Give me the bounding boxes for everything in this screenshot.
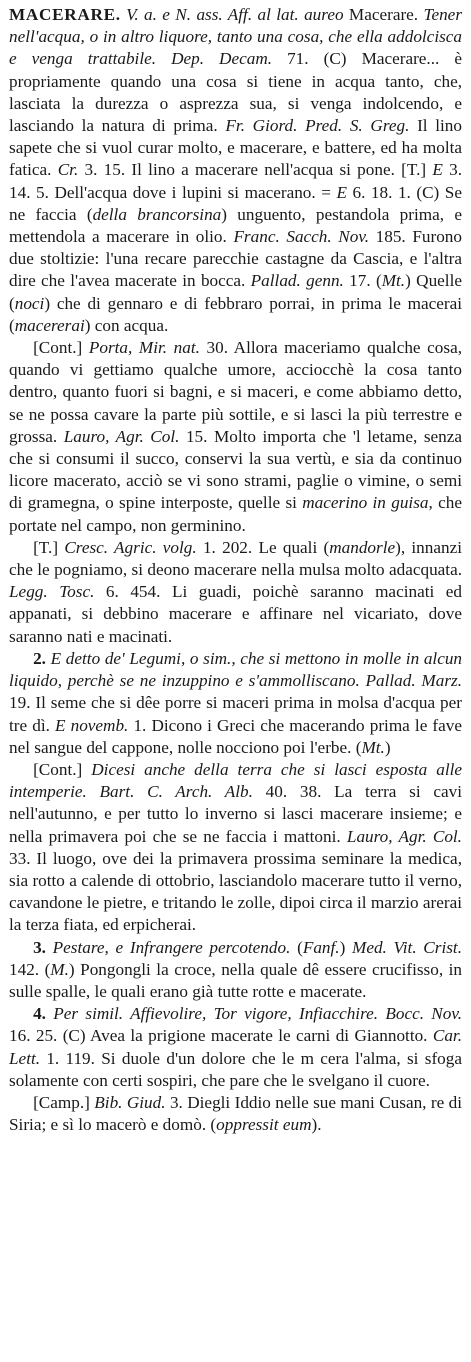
text-run: Macerare.	[348, 5, 424, 24]
italic-run: Lauro, Agr. Col.	[63, 426, 186, 446]
text-run: 1. Dicono i Greci che macerando prima le fave nel sangue del cappone, nolle nocciono poi l'erbe. (	[9, 715, 462, 757]
text-run: (	[297, 937, 303, 957]
italic-run: Lauro, Agr. Col.	[346, 826, 462, 846]
italic-run: Bib. Giud.	[94, 1092, 170, 1112]
text-run: , che portate nel campo, non germinino.	[9, 493, 462, 535]
italic-run: macererai	[14, 315, 85, 335]
text-run: 71. (C) Macerare... è propriamente quando una cosa si tiene in acqua tanto, che, lasciata la durezza o asprezza sua, si venga indolcendo, e lasciando la natura di prima.	[9, 49, 463, 136]
italic-run: Mt.	[381, 271, 406, 291]
paragraph-sense-4	[9, 1003, 462, 1092]
text-run: ) Quelle (	[9, 271, 462, 313]
text-run: [Cont.]	[33, 759, 92, 779]
paragraph-sense-3	[9, 937, 462, 1004]
italic-run: E novemb.	[55, 715, 134, 735]
italic-run: Mt.	[361, 737, 385, 757]
italic-run: oppressit eum	[216, 1115, 312, 1135]
italic-run: noci	[14, 293, 45, 313]
text-run: 16. 25. (C) Avea la prigione macerate le carni di Giannotto.	[9, 1026, 433, 1046]
text-run: [Camp.]	[33, 1092, 95, 1112]
sense-number: 2.	[33, 648, 51, 668]
paragraph-cont-porta	[9, 337, 462, 537]
text-run: 17. (	[349, 271, 382, 291]
paragraph-cont-terra	[9, 759, 462, 937]
text-run: ) Pongongli la croce, nella quale dê essere crucifisso, in sulle spalle, le quali erano già tutte rotte e macerate.	[9, 959, 462, 1001]
italic-run: V. a. e N. ass. Aff. al lat. aureo	[120, 5, 349, 24]
sense-number: 4.	[33, 1004, 54, 1024]
text-run: ) con acqua.	[84, 315, 169, 335]
text-run: ) unguento, pestandola prima, e mettendola a macerare in olio.	[9, 204, 462, 247]
italic-run: Legg. Tosc.	[9, 582, 106, 602]
text-run: 6. 18. 1. (C) Se ne faccia (	[9, 182, 462, 224]
italic-run: E	[432, 160, 450, 180]
italic-run: Cresc. Agric. volg.	[64, 537, 203, 557]
text-run: 142. (	[9, 959, 51, 979]
text-run: 33. Il luogo, ove dei la primavera prossima seminare la medica, sia rotto a calende di ottobrio, lasciandolo macerare tutto il verno, cavandone le pietre, e tritando le zolle, dipoi circa il marzio arerai la terza fiata, ed erpicherai.	[9, 848, 462, 935]
text-run: 6. 454. Li guadi, poichè saranno macinati ed appanati, si debbino macerare e affinare nel vicariato, dove saranno nati e macinati.	[9, 582, 462, 646]
italic-run: Cr.	[57, 160, 85, 180]
italic-run: Med. Vit. Crist.	[352, 937, 462, 957]
paragraph-cresc-agric	[9, 537, 462, 648]
text-run: ) che di gennaro e di febbraro porrai, in prima le macerai (	[9, 293, 462, 335]
italic-run: Per simil. Affievolire, Tor vigore, Infiacchire. Bocc. Nov.	[53, 1004, 462, 1024]
text-run: 1. 202. Le quali (	[202, 537, 330, 557]
italic-run: Fr. Giord. Pred. S. Greg.	[225, 116, 418, 136]
paragraph-camp-bib	[9, 1092, 462, 1136]
italic-run: mandorle	[329, 537, 396, 557]
text-run: ), innanzi che le pogniamo, si deono macerare nella mulsa molto adacquata.	[9, 537, 462, 580]
italic-run: macerino in guisa	[302, 493, 429, 513]
text-run: 1. 119. Si duole d'un dolore che le m cera l'alma, si sfoga solamente con certi sospiri, che pare che le svelgano il cuore.	[9, 1048, 462, 1090]
dictionary-entry-macerare	[9, 4, 462, 1136]
italic-run: Pallad. genn.	[250, 271, 350, 291]
italic-run: Pestare, e Infrangere percotendo.	[52, 937, 298, 957]
text-run: Il lino sapete che si vuol curar molto, e macerare, e battere, ed ha molta fatica.	[9, 116, 462, 180]
italic-run: Tener nell'acqua, o in altro liquore, tanto una cosa, che ella addolcisca e venga trattabile. Dep. Decam.	[9, 5, 463, 69]
text-run: [Cont.]	[33, 338, 89, 358]
sense-number: 3.	[33, 937, 53, 957]
italic-run: Porta, Mir. nat.	[88, 338, 207, 358]
italic-run: M.	[50, 959, 69, 979]
text-run: 19. Il seme che si dêe porre si maceri prima in molsa d'acqua per tre dì.	[9, 693, 462, 735]
italic-run: della brancorsina	[92, 204, 222, 224]
text-run: ).	[311, 1115, 322, 1135]
text-run: 3. 14. 5. Dell'acqua dove i lupini si macerano. =	[9, 160, 463, 202]
text-run: [T.]	[33, 537, 65, 557]
italic-run: Fanf.	[302, 937, 340, 957]
italic-run: E	[336, 182, 353, 202]
italic-run: Franc. Sacch. Nov.	[233, 227, 376, 247]
text-run: )	[339, 937, 353, 957]
text-run: 185. Furono due stoltizie: l'una recare parecchie castagne da Cascia, e l'altra dire che l'avea macerate in bocca.	[9, 227, 462, 291]
italic-run: Dicesi anche della terra che si lasci esposta alle intemperie. Bart. C. Arch. Alb.	[9, 759, 462, 802]
paragraph-sense-2	[9, 648, 462, 759]
text-run: 30. Allora maceriamo qualche cosa, quando vi gettiamo qualche umore, acciocchè la cosa tanto dentro, quanto fuori si bagni, e si maceri, e come abbiamo detto, se ne possa cavare la parte più sottile, e si lasci la più terrestre e grossa.	[9, 338, 462, 446]
italic-run: Car. Lett.	[9, 1026, 462, 1068]
text-run: 3. Diegli Iddio nelle sue mani Cusan, re di Siria; e sì lo macerò e domò. (	[9, 1092, 462, 1135]
headword: MACERARE.	[9, 5, 121, 24]
text-run: 40. 38. La terra si cavi nell'autunno, e per tutto lo inverno si lasci macerare insieme; e nella primavera poi che se ne faccia i mattoni.	[9, 782, 462, 846]
italic-run: E detto de' Legumi, o sim., che si mettono in molle in alcun liquido, perchè se ne inzuppino e s'ammolliscano. Pallad. Marz.	[9, 648, 463, 691]
text-run: 15. Molto importa che 'l letame, senza che si consumi il succo, conservi la sua vertù, e sia da continuo licore macerato, acciò se vi sono strami, paglie o vimine, o semi di gramegna, o spine interposte, quelle si	[9, 426, 462, 513]
paragraph-headword-definition	[9, 4, 462, 337]
text-run: )	[384, 737, 391, 757]
text-run: 3. 15. Il lino a macerare nell'acqua si pone. [T.]	[84, 160, 433, 180]
